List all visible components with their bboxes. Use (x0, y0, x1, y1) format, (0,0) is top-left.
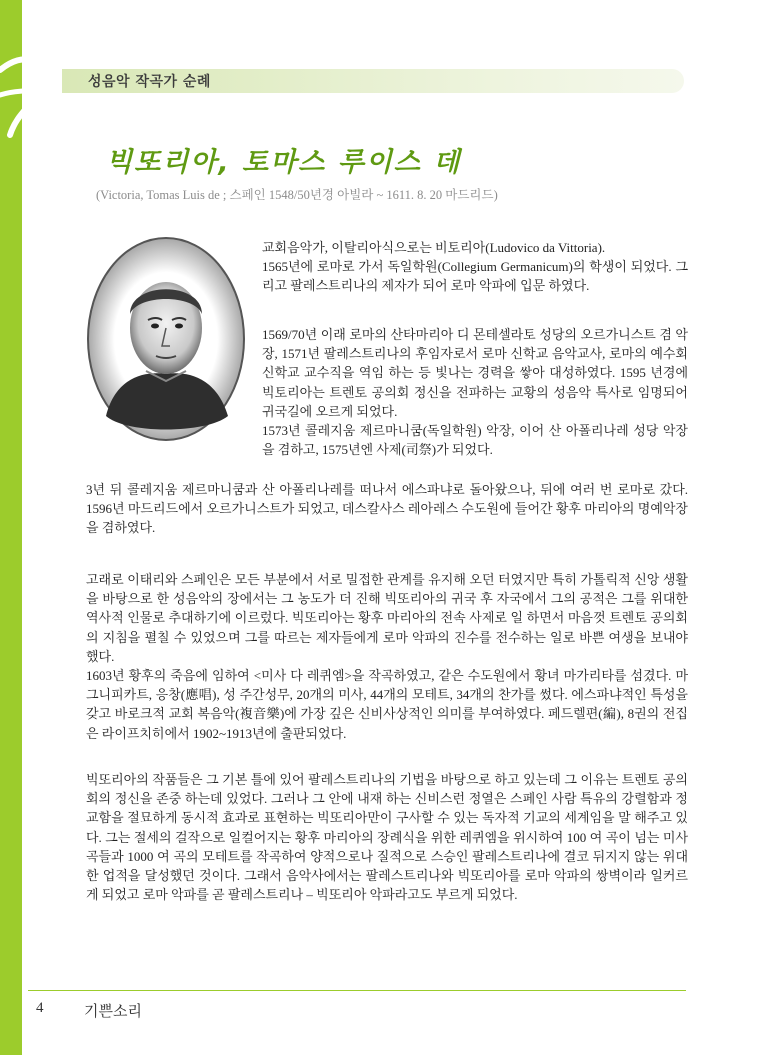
magazine-name: 기쁜소리 (84, 1002, 142, 1020)
paragraph-text: 3년 뒤 콜레지움 제르마니쿰과 산 아폴리나레를 떠나서 에스파냐로 돌아왔으나, 뒤에 여러 번 로마로 갔다. 1596년 마드리드에서 오르가니스트가 되었고, 데스칼사스 레아레스 수도원에 들어간 황후 마리아의 명예악장을 겸하였다. (86, 482, 688, 536)
page-number: 4 (36, 1000, 44, 1016)
paragraph-text: 고래로 이태리와 스페인은 모든 부분에서 서로 밀접한 관계를 유지해 오던 터였지만 특히 가톨릭적 신앙 생활을 바탕으로 한 성음악의 장에서는 그 농도가 더 진해 빅또리아의 귀국 후 자국에서 그의 공적은 그를 위대한 역사적 인물로 추대하기에 이르렀다. 빅또리아는 황후 마리아의 전속 사제로 일 하면서 마음껏 트렌토 공의회의 지침을 펼칠 수 있었으며 그를 따르는 제자들에게 로마 악파의 진수를 전수하는 일로 바쁜 여생을 보내야 했다. 1603년 황후의 죽음에 임하여 <미사 다 레퀴엠>을 작곡하였고, 같은 수도원에서 황녀 마가리타를 섬겼다. 마그니피카트, 응창(應唱), 성 주간성무, 20개의 미사, 44개의 모테트, 34개의 찬가를 썼다. 에스파냐적인 특성을 갖고 바로크적 교회 복음악(複音樂)에 가장 깊은 신비사상적인 의미를 부여하였다. 페드렐편(編), 8권의 전집은 라이프치히에서 1902~1913년에 출판되었다. (86, 572, 688, 741)
paragraph-history (86, 570, 688, 743)
flourish-ornament-icon (0, 40, 70, 150)
paragraph-career (262, 325, 688, 459)
paragraph-text: 교회음악가, 이탈리아식으로는 비토리아(Ludovico da Vittoria). 1565년에 로마로 가서 독일학원(Collegium Germanicum)의 학생이 되었다. 그리고 팔레스트리나의 제자가 되어 로마 악파에 입문 하였다. (262, 240, 688, 294)
paragraph-text: 빅또리아의 작품들은 그 기본 틀에 있어 팔레스트리나의 기법을 바탕으로 하고 있는데 그 이유는 트렌토 공의회의 정신을 존중 하는데 있었다. 그러나 그 안에 내재 하는 신비스런 정열은 스페인 사람 특유의 강렬함과 정교함을 절묘하게 동시적 효과로 표현하는 빅또리아만이 구사할 수 있는 독자적 기교의 세계임을 말 해주고 있다. 그는 절세의 걸작으로 일컬어지는 황후 마리아의 장례식을 위한 레퀴엠을 위시하여 100 여 곡이 넘는 미사곡들과 1000 여 곡의 모테트를 작곡하여 양적으로나 질적으로 스승인 팔레스트리나에 결코 뒤지지 않는 위대한 업적을 달성했던 것이다. 그래서 음악사에서는 팔레스트리나와 빅또리아를 로마 악파의 쌍벽이라 일커르게 되었고 로마 악파를 곧 팔레스트리나 – 빅또리아 악파라고도 부르게 되었다. (86, 772, 688, 903)
paragraph-intro (262, 238, 688, 296)
paragraph-works (86, 770, 688, 904)
composer-portrait (86, 236, 246, 442)
green-side-bar (0, 0, 22, 1055)
paragraph-return (86, 480, 688, 538)
paragraph-text: 1569/70년 이래 로마의 산타마리아 디 몬테셀라토 성당의 오르가니스트 겸 악장, 1571년 팔레스트리나의 후임자로서 로마 신학교 음악교사, 로마의 예수회 신학교 교수직을 역임 하는 등 빛나는 경력을 쌓아 대성하였다. 1595 년경에 빅토리아는 트렌토 공의회 정신을 전파하는 교황의 성음악 특사로 임명되어 귀국길에 오르게 되었다. 1573년 콜레지움 제르마니쿰(독일학원) 악장, 이어 산 아폴리나레 성당 악장을 겸하고, 1575년엔 사제(司祭)가 되었다. (262, 327, 688, 458)
footer-divider (28, 990, 686, 991)
article-subtitle: (Victoria, Tomas Luis de ; 스페인 1548/50년경 아빌라 ~ 1611. 8. 20 마드리드) (96, 188, 498, 202)
series-title: 성음악 작곡가 순례 (88, 74, 211, 90)
article-title: 빅또리아, 토마스 루이스 데 (106, 147, 462, 178)
